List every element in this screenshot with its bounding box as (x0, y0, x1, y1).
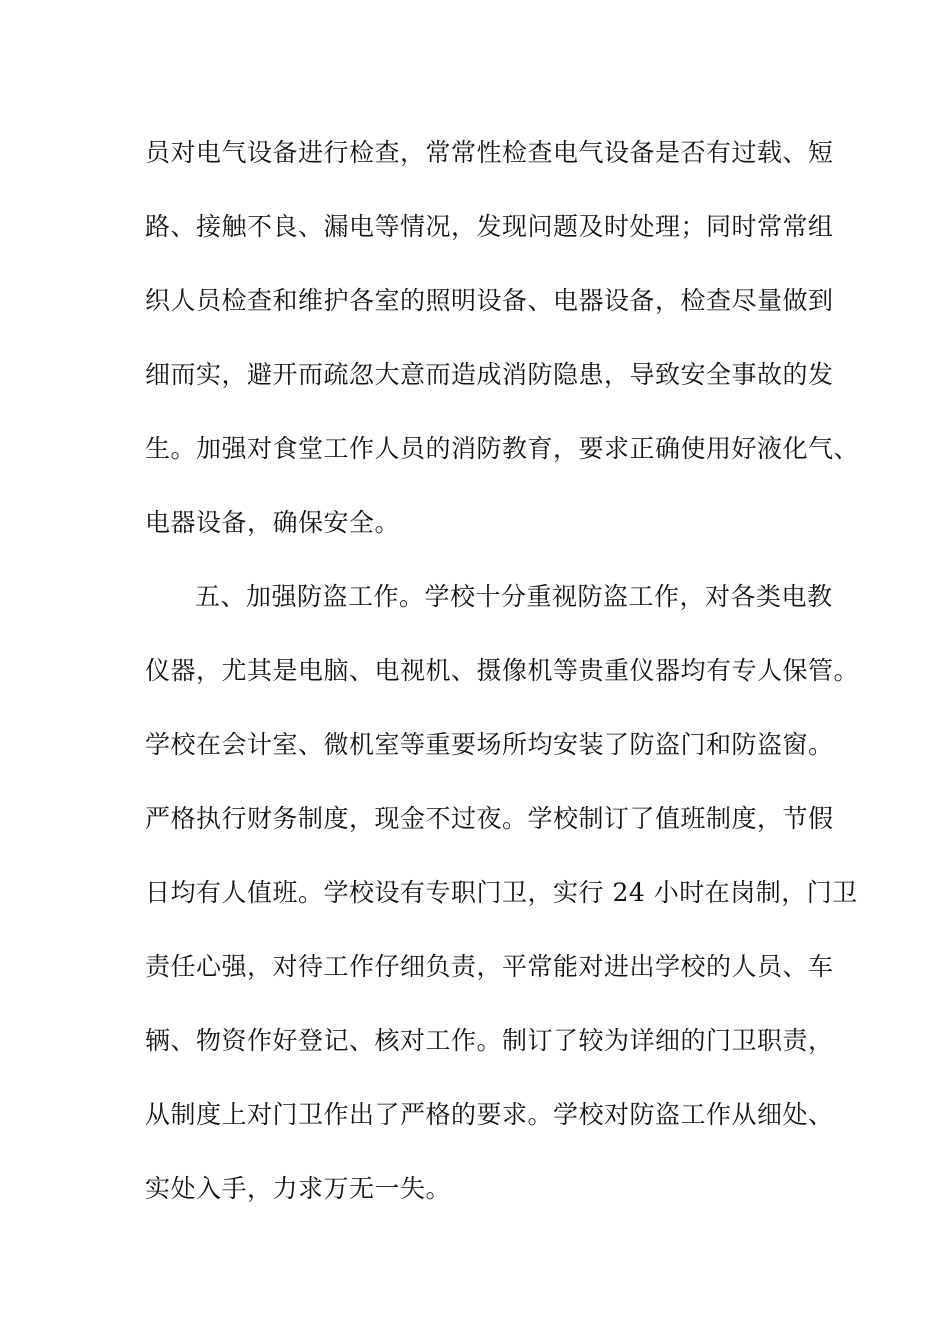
paragraph-fire-safety (145, 134, 860, 578)
text-line: 电器设备，确保安全。 (145, 508, 401, 537)
text-line: 织人员检查和维护各室的照明设备、电器设备，检查尽量做到 (145, 286, 834, 315)
text-line: 学校在会计室、微机室等重要场所均安装了防盗门和防盗窗。 (145, 730, 834, 759)
text-line: 实处入手，力求万无一失。 (145, 1174, 452, 1203)
text-line: 从制度上对门卫作出了严格的要求。学校对防盗工作从细处、 (145, 1100, 834, 1129)
text-line: 路、接触不良、漏电等情况，发现问题及时处理；同时常常组 (145, 212, 834, 241)
text-line: 责任心强，对待工作仔细负责，平常能对进出学校的人员、车 (145, 952, 834, 981)
text-line: 日均有人值班。学校设有专职门卫，实行 24 小时在岗制，门卫 (145, 878, 858, 907)
text-line: 生。加强对食堂工作人员的消防教育，要求正确使用好液化气、 (145, 434, 860, 463)
text-line: 辆、物资作好登记、核对工作。制订了较为详细的门卫职责， (145, 1026, 834, 1055)
paragraph-anti-theft (145, 578, 860, 1244)
text-line: 员对电气设备进行检查，常常性检查电气设备是否有过载、短 (145, 138, 834, 167)
text-line: 五、加强防盗工作。学校十分重视防盗工作，对各类电教 (195, 582, 833, 611)
body-text (145, 134, 860, 1244)
text-line: 严格执行财务制度，现金不过夜。学校制订了值班制度，节假 (145, 804, 834, 833)
text-line: 仪器，尤其是电脑、电视机、摄像机等贵重仪器均有专人保管。 (145, 656, 860, 685)
text-line: 细而实，避开而疏忽大意而造成消防隐患，导致安全事故的发 (145, 360, 834, 389)
